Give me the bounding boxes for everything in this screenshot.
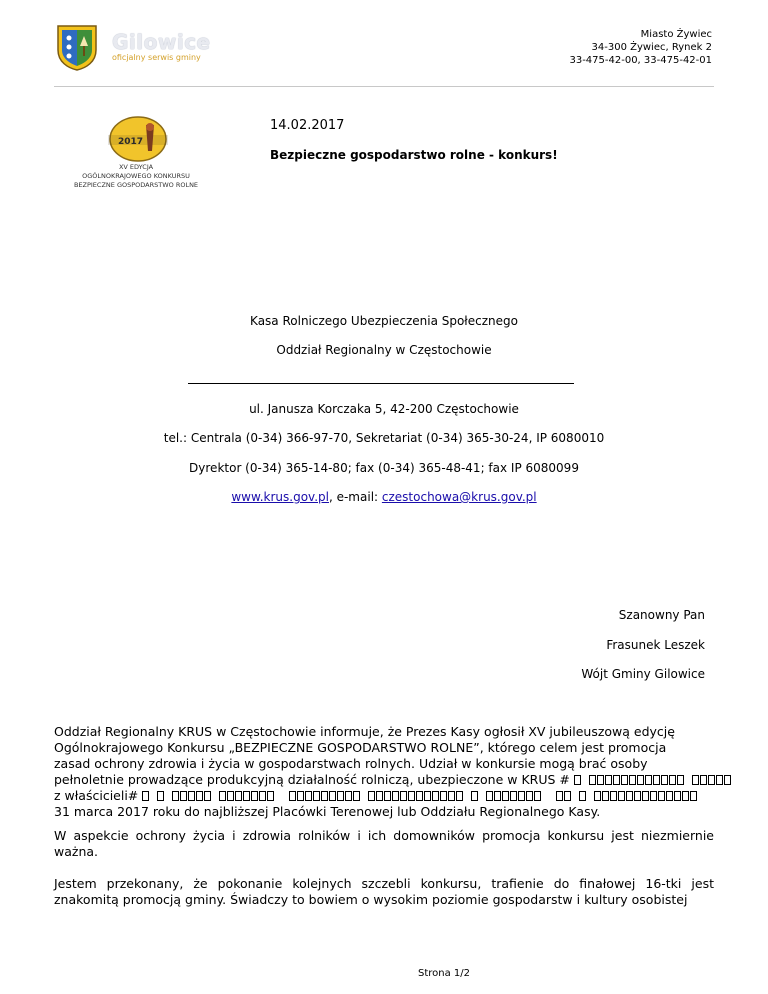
sender-address: ul. Janusza Korczaka 5, 42-200 Częstochowie: [249, 402, 519, 416]
brand-name: Gilowice: [112, 30, 211, 54]
paragraph-line: zasad ochrony zdrowia i życia w gospodarstwach rolnych. Udział w konkursie mogą brać osoby: [54, 756, 648, 771]
sender-contacts: [0, 490, 768, 504]
address-line: 34-300 Żywiec, Rynek 2: [591, 42, 712, 53]
recipient-name: Frasunek Leszek: [606, 638, 705, 652]
body-paragraph-2: W aspekcie ochrony życia i zdrowia rolników i ich domowników promocja konkursu jest niezmiernie ważna.: [54, 828, 714, 859]
body-paragraph-1: [54, 724, 714, 820]
paragraph-line: 31 marca 2017 roku do najbliższej Placówki Terenowej lub Oddziału Regionalnego Kasy.: [54, 804, 601, 819]
article-date: 14.02.2017: [270, 118, 345, 133]
badge-line: BEZPIECZNE GOSPODARSTWO ROLNE: [73, 181, 199, 189]
header-address: [569, 28, 712, 67]
article-title: Bezpieczne gospodarstwo rolne - konkurs!: [270, 148, 558, 162]
paragraph-line: Ogólnokrajowego Konkursu „BEZPIECZNE GOSPODARSTWO ROLNE”, którego celem jest promocja: [54, 740, 667, 755]
paragraph-line: z właścicieli#: [54, 788, 139, 803]
email-label: , e-mail:: [328, 490, 382, 504]
paragraph-line-garbled: [54, 772, 714, 788]
header-divider: [54, 86, 714, 87]
site-logo[interactable]: [52, 22, 212, 72]
page-number: Strona 1/2: [417, 968, 471, 979]
sender-divider: [188, 383, 574, 384]
badge-line: OGÓLNOKRAJOWEGO KONKURSU: [82, 172, 190, 180]
website-link[interactable]: www.krus.gov.pl: [231, 490, 329, 504]
paragraph-line-garbled: [54, 788, 714, 804]
badge-year: 2017: [118, 137, 144, 147]
paragraph-line: pełnoletnie prowadzące produkcyjną działalność rolniczą, ubezpieczone w KRUS #: [54, 772, 570, 787]
email-link[interactable]: czestochowa@krus.gov.pl: [381, 490, 537, 504]
coat-of-arms-icon: [52, 22, 102, 72]
sender-organization: Kasa Rolniczego Ubezpieczenia Społecznego: [250, 314, 518, 328]
sender-director: Dyrektor (0-34) 365-14-80; fax (0-34) 365-48-41; fax IP 6080099: [189, 461, 579, 475]
recipient-position: Wójt Gminy Gilowice: [581, 667, 705, 681]
brand-subtitle: oficjalny serwis gminy: [112, 53, 201, 62]
address-line: Miasto Żywiec: [640, 29, 712, 40]
address-line: 33-475-42-00, 33-475-42-01: [569, 55, 712, 66]
sender-branch: Oddział Regionalny w Częstochowie: [276, 343, 492, 357]
paragraph-line: Oddział Regionalny KRUS w Częstochowie informuje, że Prezes Kasy ogłosił XV jubileuszową edycję: [54, 724, 675, 739]
badge-line: XV EDYCJA: [118, 163, 154, 171]
recipient-salutation: Szanowny Pan: [618, 608, 705, 622]
sender-phones: tel.: Centrala (0-34) 366-97-70, Sekretariat (0-34) 365-30-24, IP 6080010: [163, 431, 605, 445]
contest-badge-image: [60, 113, 212, 195]
body-paragraph-3: Jestem przekonany, że pokonanie kolejnych szczebli konkursu, trafienie do finałowej 16-tki jest znakomitą promocją gminy. Świadczy to bowiem o wysokim poziomie gospodarstw i kultury osobistej: [54, 876, 714, 907]
